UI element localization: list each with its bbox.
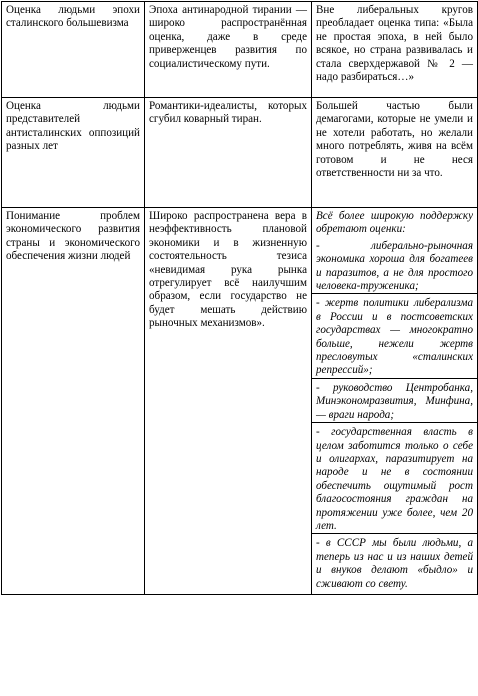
row3-col2-cell bbox=[145, 208, 312, 595]
row1-col2-text: Эпоха антинародной тирании — широко распространённая оценка, даже в среде приверженцев развития по социалистическому пути. bbox=[149, 4, 307, 70]
list-item: - либерально-рыночная экономика хороша для богатеев и паразитов, а не для простого человека-труженика; bbox=[316, 239, 473, 293]
list-item: - государственная власть в целом заботится только о себе и олигархах, паразитирует на народе и не в состоянии обеспечить ощутимый рост благосостояния граждан на протяжении уже более, чем 20 лет. bbox=[312, 422, 477, 533]
row1-col3-cell bbox=[312, 2, 478, 98]
row2-col2-text: Романтики-идеалисты, которых сгубил коварный тиран. bbox=[149, 100, 307, 126]
row3-col2-text: Широко распространена вера в неэффективность плановой экономики и в жизненную состоятельность тезиса «невидимая рука рынка отрегулирует всё наилучшим образом, если государство не будет мешать действию рыночных механизмов». bbox=[149, 210, 307, 330]
comparison-table bbox=[1, 1, 478, 595]
row1-topic-cell bbox=[2, 2, 145, 98]
row1-col2-cell bbox=[145, 2, 312, 98]
table-row bbox=[2, 98, 478, 208]
row1-col3-text: Вне либеральных кругов преобладает оценка типа: «Была не простая эпоха, в ней было всякое, но страна развивалась и стала сверхдержавой № 2 — надо разбираться…» bbox=[316, 4, 473, 84]
row3-col3-intro: Всё более широкую поддержку обретают оценки: bbox=[316, 210, 473, 236]
row2-col3-cell bbox=[312, 98, 478, 208]
row2-col3-text: Большей частью были демагогами, которые не умели и не хотели работать, но желали много потреблять, живя на всём готовом и не неся ответственности ни за что. bbox=[316, 100, 473, 180]
row2-topic-text: Оценка людьми представителей антисталинских оппозиций разных лет bbox=[6, 100, 140, 153]
table-row bbox=[2, 2, 478, 98]
row3-topic-cell bbox=[2, 208, 145, 595]
row2-col2-cell bbox=[145, 98, 312, 208]
row3-col3-cell bbox=[312, 208, 478, 595]
list-item: - жертв политики либерализма в России и в постсоветских государствах — многократно больше, нежели жертв пресловутых «сталинских репрессий»; bbox=[312, 293, 477, 377]
row1-topic-text: Оценка людьми эпохи сталинского большевизма bbox=[6, 4, 140, 30]
row2-topic-cell bbox=[2, 98, 145, 208]
table-row bbox=[2, 208, 478, 595]
list-item: - в СССР мы были людьми, а теперь из нас и из наших детей и внуков делают «быдло» и сживают со свету. bbox=[312, 533, 477, 591]
list-item: - руководство Центробанка, Минэкономразвития, Минфина, — враги народа; bbox=[312, 378, 477, 422]
row3-topic-text: Понимание проблем экономического развития страны и экономического обеспечения жизни людей bbox=[6, 210, 140, 263]
